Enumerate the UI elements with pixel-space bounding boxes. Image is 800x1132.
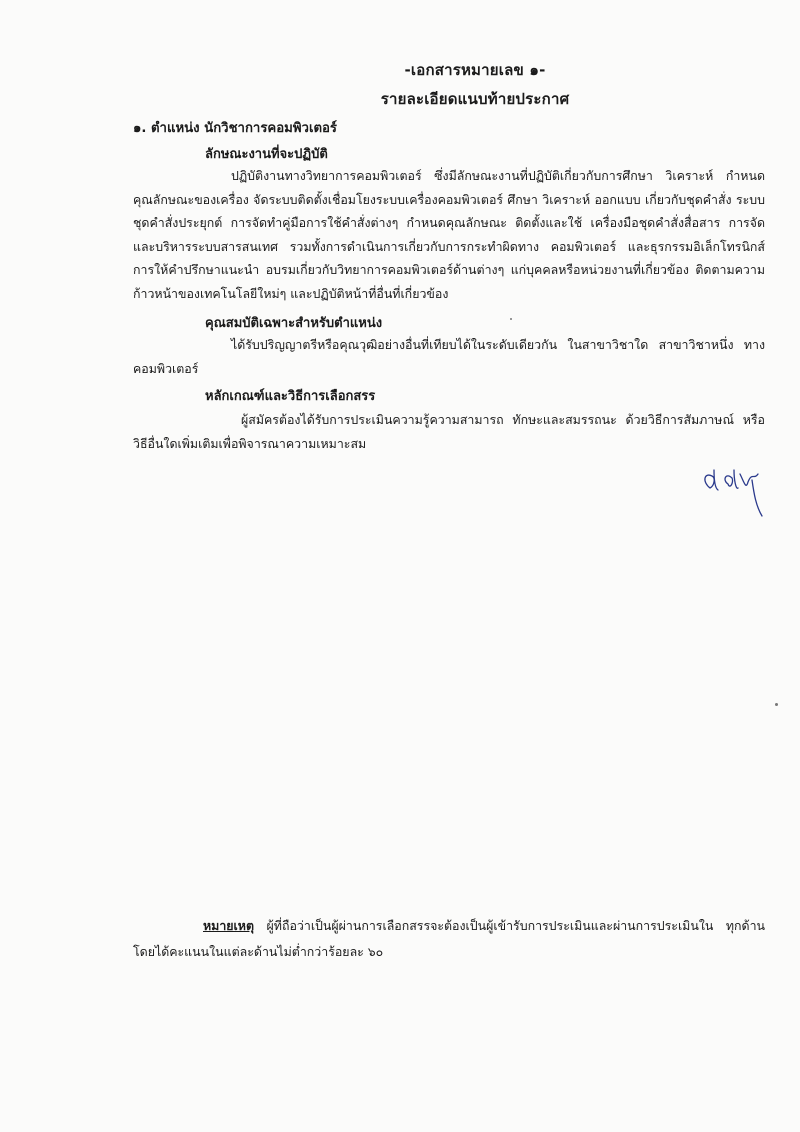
selection-text: ผู้สมัครต้องได้รับการประเมินความรู้ความสามารถ ทักษะและสมรรถนะ ด้วยวิธีการสัมภาษณ์ หรือวิธีอื่นใดเพิ่มเติมเพื่อพิจารณาความเหมาะสม bbox=[133, 412, 765, 451]
section-heading: ๑. ตำแหน่ง นักวิชาการคอมพิวเตอร์ bbox=[133, 121, 338, 136]
qualifications-text: ได้รับปริญญาตรีหรือคุณวุฒิอย่างอื่นที่เทียบได้ในระดับเดียวกัน ในสาขาวิชาใด สาขาวิชาหนึ่ง ทางคอมพิวเตอร์ bbox=[133, 337, 765, 376]
document-title: -เอกสารหมายเลข ๑- bbox=[404, 61, 546, 79]
note-label: หมายเหตุ bbox=[203, 918, 255, 933]
job-nature-text: ปฏิบัติงานทางวิทยาการคอมพิวเตอร์ ซึ่งมีลักษณะงานที่ปฏิบัติเกี่ยวกับการศึกษา วิเคราะห์ กำหนดคุณลักษณะของเครื่อง จัดระบบติดตั้งเชื่อมโยงระบบเครื่องคอมพิวเตอร์ ศึกษา วิเคราะห์ ออกแบบ เกี่ยวกับชุดคำสั่ง ระบบชุดคำสั่งประยุกต์ การจัดทำคู่มือการใช้คำสั่งต่างๆ กำหนดคุณลักษณะ ติดตั้งและใช้ เครื่องมือชุดคำสั่งสื่อสาร การจัดและบริหารระบบสารสนเทศ รวมทั้งการดำเนินการเกี่ยวกับการกระทำผิดทาง คอมพิวเตอร์ และธุรกรรมอิเล็กโทรนิกส์ การให้คำปรึกษาแนะนำ อบรมเกี่ยวกับวิทยาการคอมพิวเตอร์ด้านต่างๆ แก่บุคคลหรือหน่วยงานที่เกี่ยวข้อง ติดตามความก้าวหน้าของเทคโนโลยีใหม่ๆ และปฏิบัติหน้าที่อื่นที่เกี่ยวข้อง bbox=[133, 168, 765, 301]
document-subtitle: รายละเอียดแนบท้ายประกาศ bbox=[380, 90, 570, 108]
qualifications-heading: คุณสมบัติเฉพาะสำหรับตำแหน่ง bbox=[205, 316, 383, 331]
job-nature-heading: ลักษณะงานที่จะปฏิบัติ bbox=[205, 147, 328, 162]
job-nature-paragraph bbox=[133, 164, 765, 306]
note-text: ผู้ที่ถือว่าเป็นผู้ผ่านการเลือกสรรจะต้องเป็นผู้เข้ารับการประเมินและผ่านการประเมินใน ทุกด้านโดยได้คะแนนในแต่ละด้านไม่ต่ำกว่าร้อยละ ๖๐ bbox=[133, 918, 765, 959]
scan-speck bbox=[775, 703, 778, 706]
selection-paragraph bbox=[133, 408, 765, 455]
selection-heading: หลักเกณฑ์และวิธีการเลือกสรร bbox=[205, 389, 376, 404]
qualifications-paragraph bbox=[133, 333, 765, 380]
scan-speck bbox=[510, 318, 512, 320]
signature bbox=[700, 460, 770, 520]
note-paragraph bbox=[133, 913, 765, 965]
